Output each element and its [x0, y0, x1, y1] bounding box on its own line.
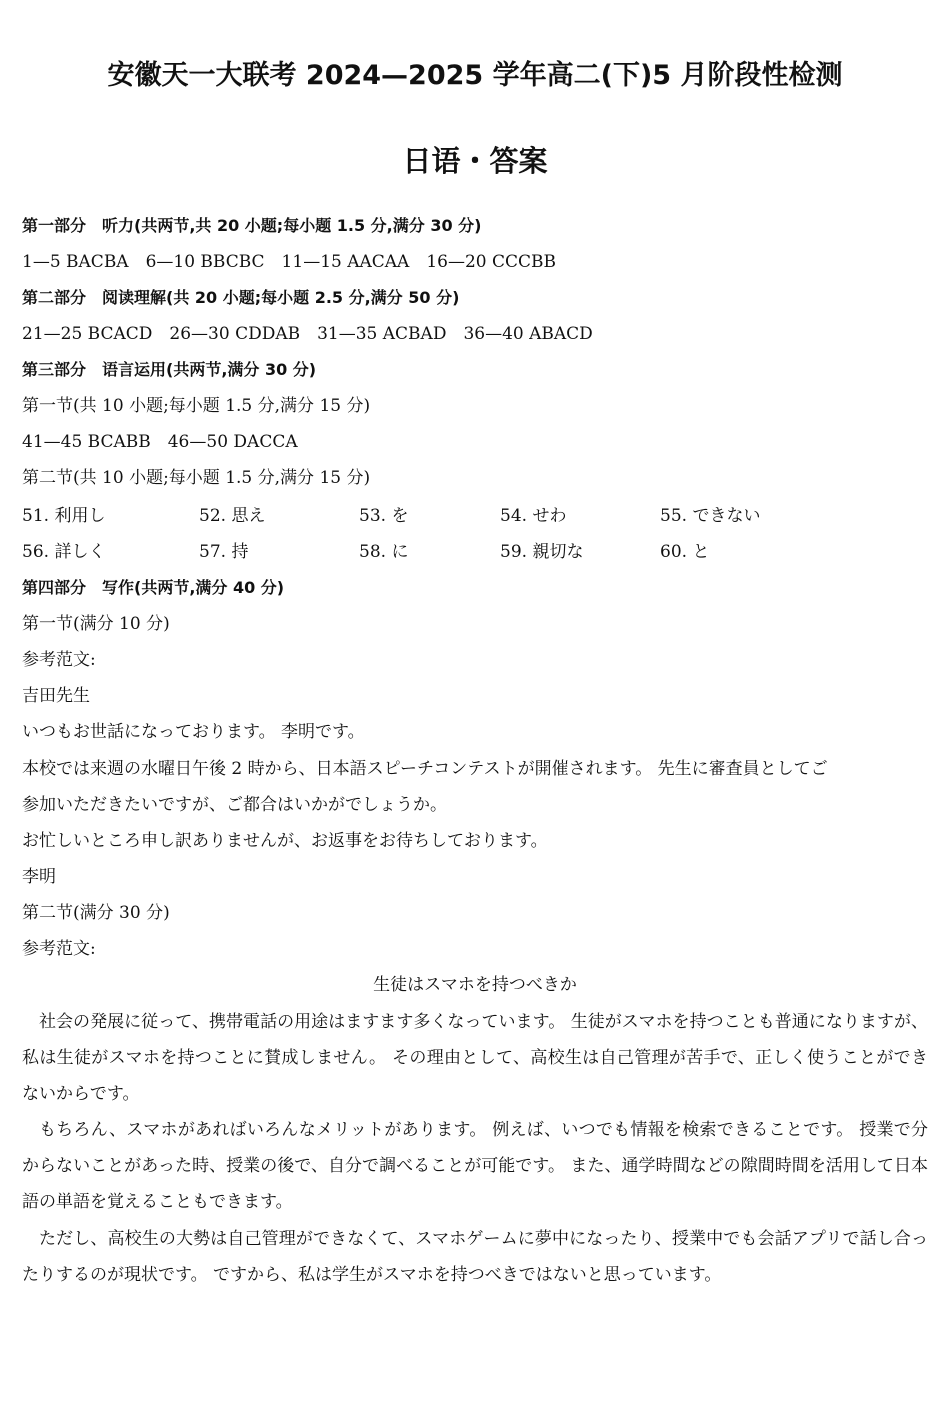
essay-paragraph: 社会の発展に従って、携帯電話の用途はますます多くなっています。 生徒がスマホを持つことも普通になりますが、私は生徒がスマホを持つことに賛成しません。 その理由として、高校生は自己管理が苦手で、正しく使うことができないからです。: [22, 1012, 928, 1104]
letter-line: 参加いただきたいですが、ご都合はいかがでしょうか。: [22, 795, 447, 815]
essay-paragraph: ただし、高校生の大勢は自己管理ができなくて、スマホゲームに夢中になったり、授業中でも会話アプリで話し合ったりするのが現状です。 ですから、私は学生がスマホを持つべきではないと思っています。: [22, 1229, 928, 1285]
part4-section1-label: 第一节(满分 10 分): [22, 614, 170, 634]
fill-answer: 55. できない: [660, 506, 761, 526]
fill-answer: 53. を: [359, 506, 409, 526]
part3-heading: 第三部分 语言运用(共两节,满分 30 分): [22, 360, 317, 379]
part1-heading: 第一部分 听力(共两节,共 20 小题;每小题 1.5 分,满分 30 分): [22, 216, 482, 235]
part3-section2-label: 第二节(共 10 小题;每小题 1.5 分,满分 15 分): [22, 468, 371, 488]
fill-answer: 59. 親切な: [500, 542, 584, 562]
letter-line: お忙しいところ申し訳ありませんが、お返事をお待ちしております。: [22, 831, 548, 851]
fill-answer: 51. 利用し: [22, 506, 106, 526]
essay-paragraph: もちろん、スマホがあればいろんなメリットがあります。 例えば、いつでも情報を検索できることです。 授業で分からないことがあった時、授業の後で、自分で調べることが可能です。 また、通学時間などの隙間時間を活用して日本語の単語を覚えることもできます。: [22, 1120, 928, 1212]
page-subtitle: 日语・答案: [402, 144, 548, 178]
sample-essay-label: 参考范文:: [22, 939, 96, 959]
part3-section1-label: 第一节(共 10 小题;每小题 1.5 分,满分 15 分): [22, 396, 371, 416]
part2-heading: 第二部分 阅读理解(共 20 小题;每小题 2.5 分,满分 50 分): [22, 288, 460, 307]
part4-heading: 第四部分 写作(共两节,满分 40 分): [22, 578, 285, 597]
part1-answers: 1—5 BACBA 6—10 BBCBC 11—15 AACAA 16—20 CCCBB: [22, 252, 557, 272]
fill-answer: 58. に: [359, 542, 409, 562]
page-title: 安徽天一大联考 2024—2025 学年高二(下)5 月阶段性检测: [107, 60, 843, 91]
fill-answer: 56. 詳しく: [22, 542, 106, 562]
essay-title: 生徒はスマホを持つべきか: [373, 975, 577, 995]
sample-essay-label: 参考范文:: [22, 650, 96, 670]
fill-answer: 60. と: [660, 542, 710, 562]
fill-answer: 52. 思え: [199, 506, 266, 526]
letter-line: 李明: [22, 867, 56, 887]
part4-section2-label: 第二节(满分 30 分): [22, 903, 170, 923]
letter-line: いつもお世話になっております。 李明です。: [22, 722, 365, 742]
fill-answer: 57. 持: [199, 542, 249, 562]
part2-answers: 21—25 BCACD 26—30 CDDAB 31—35 ACBAD 36—40 ABACD: [22, 324, 593, 344]
letter-line: 本校では来週の水曜日午後 2 時から、日本語スピーチコンテストが開催されます。 先生に審査員としてご: [22, 759, 828, 779]
fill-answer: 54. せわ: [500, 506, 567, 526]
letter-line: 吉田先生: [22, 686, 90, 706]
part3-section1-answers: 41—45 BCABB 46—50 DACCA: [22, 432, 298, 452]
